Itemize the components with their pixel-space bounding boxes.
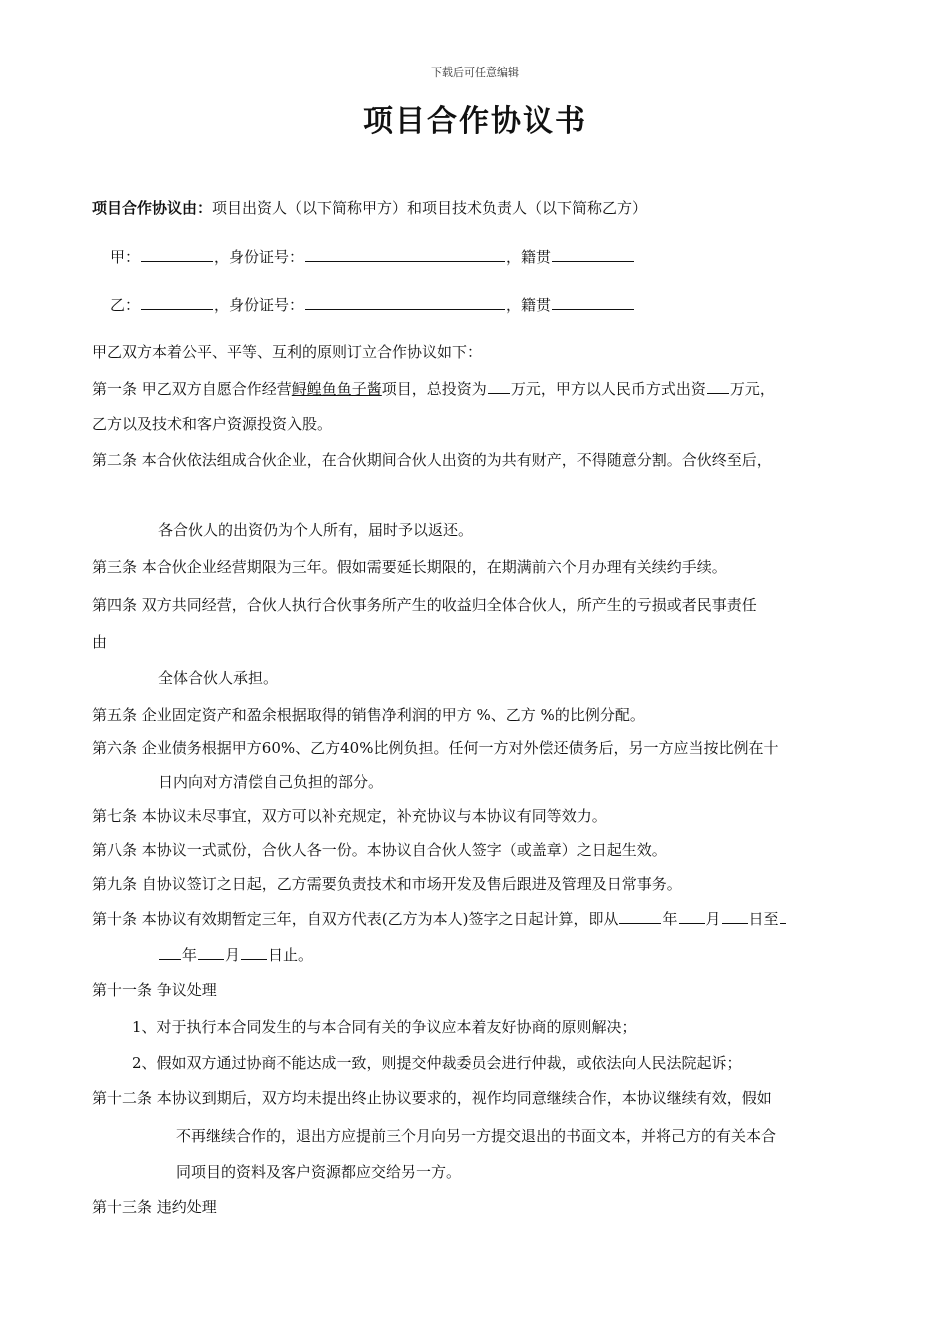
- article-12-line-2: 不再继续合作的，退出方应提前三个月向另一方提交退出的书面文本，并将己方的有关本合: [176, 1127, 777, 1145]
- article-10-line-1: [92, 908, 787, 929]
- party-a-prefix: 甲：: [110, 248, 141, 266]
- article-1-line-1: [92, 378, 775, 399]
- party-b-line: [110, 294, 635, 315]
- article-10-line-2: [158, 944, 313, 965]
- party-a-origin-blank: [552, 246, 634, 262]
- article-5: 第五条 企业固定资产和盈余根据取得的销售净利润的甲方 %、乙方 %的比例分配。: [92, 706, 645, 724]
- start-day-label: 日至: [748, 910, 779, 928]
- article-4-line-2: 由: [92, 633, 108, 651]
- article-1-investment: 项目，总投资为: [381, 380, 487, 398]
- article-13-title: 第十三条 违约处理: [92, 1198, 217, 1216]
- end-year-blank: [159, 944, 181, 960]
- intro-line: [92, 198, 647, 218]
- article-1-text: 第一条 甲乙双方自愿合作经营: [92, 380, 292, 398]
- end-day-blank: [241, 944, 267, 960]
- party-a-line: [110, 246, 635, 267]
- start-day-blank: [722, 908, 748, 924]
- party-a-id-blank: [305, 246, 505, 262]
- article-12-line-3: 同项目的资料及客户资源都应交给另一方。: [176, 1163, 462, 1181]
- party-a-investment-blank: [707, 378, 729, 394]
- article-11-item-2: 2、假如双方通过协商不能达成一致，则提交仲裁委员会进行仲裁，或依法向人民法院起诉；: [132, 1054, 742, 1072]
- total-investment-blank: [488, 378, 510, 394]
- document-title: 项目合作协议书: [363, 104, 587, 139]
- party-b-origin-blank: [552, 294, 634, 310]
- article-6-line-1: 第六条 企业债务根据甲方60%、乙方40%比例负担。任何一方对外偿还债务后，另一方应当按比例在十: [92, 739, 779, 757]
- article-2-line-2: 各合伙人的出资仍为个人所有，届时予以返还。: [158, 521, 474, 539]
- article-1-line-2: 乙方以及技术和客户资源投资入股。: [92, 415, 333, 433]
- article-3: 第三条 本合伙企业经营期限为三年。假如需要延长期限的，在期满前六个月办理有关续约手续。: [92, 558, 727, 576]
- article-12-line-1: 第十二条 本协议到期后，双方均未提出终止协议要求的，视作均同意继续合作，本协议继续有效，假如: [92, 1089, 772, 1107]
- end-year-blank-start: [780, 908, 786, 924]
- product-name: 鲟鳇鱼鱼子酱: [291, 380, 382, 398]
- start-year-blank: [619, 908, 661, 924]
- article-9: 第九条 自协议签订之日起，乙方需要负责技术和市场开发及售后跟进及管理及日常事务。: [92, 875, 682, 893]
- party-a-origin-label: ，籍贯: [506, 248, 552, 266]
- party-b-prefix: 乙：: [110, 296, 141, 314]
- preamble: 甲乙双方本着公平、平等、互利的原则订立合作协议如下：: [92, 343, 483, 361]
- party-b-id-blank: [305, 294, 505, 310]
- party-a-id-label: ，身份证号：: [214, 248, 305, 266]
- end-month-label: 月: [225, 946, 241, 964]
- party-b-origin-label: ，籍贯: [506, 296, 552, 314]
- end-month-blank: [198, 944, 224, 960]
- article-1-unit: 万元，: [729, 380, 775, 398]
- party-a-name-blank: [141, 246, 213, 262]
- article-11-title: 第十一条 争议处理: [92, 981, 217, 999]
- intro-text: 项目出资人（以下简称甲方）和项目技术负责人（以下简称乙方）: [212, 199, 648, 217]
- article-6-line-2: 日内向对方清偿自己负担的部分。: [158, 773, 384, 791]
- article-4-line-1: 第四条 双方共同经营，合伙人执行合伙事务所产生的收益归全体合伙人，所产生的亏损或者民事责任: [92, 596, 757, 614]
- article-10-text: 第十条 本协议有效期暂定三年，自双方代表(乙方为本人)签字之日起计算，即从: [92, 910, 619, 928]
- article-1-party-a: 万元，甲方以人民币方式出资: [510, 380, 706, 398]
- end-year-label: 年: [182, 946, 198, 964]
- article-4-line-3: 全体合伙人承担。: [158, 669, 279, 687]
- header-note: 下载后可任意编辑: [431, 66, 519, 79]
- article-8: 第八条 本协议一式贰份，合伙人各一份。本协议自合伙人签字（或盖章）之日起生效。: [92, 841, 667, 859]
- start-month-label: 月: [705, 910, 721, 928]
- article-11-item-1: 1、对于执行本合同发生的与本合同有关的争议应本着友好协商的原则解决；: [132, 1018, 637, 1036]
- start-year-label: 年: [662, 910, 678, 928]
- party-b-name-blank: [141, 294, 213, 310]
- party-b-id-label: ，身份证号：: [214, 296, 305, 314]
- article-7: 第七条 本协议未尽事宜，双方可以补充规定，补充协议与本协议有同等效力。: [92, 807, 607, 825]
- start-month-blank: [679, 908, 705, 924]
- intro-label: 项目合作协议由：: [92, 199, 213, 217]
- article-2-line-1: 第二条 本合伙依法组成合伙企业，在合伙期间合伙人出资的为共有财产，不得随意分割。合伙终至后，: [92, 451, 772, 469]
- end-day-label: 日止。: [268, 946, 314, 964]
